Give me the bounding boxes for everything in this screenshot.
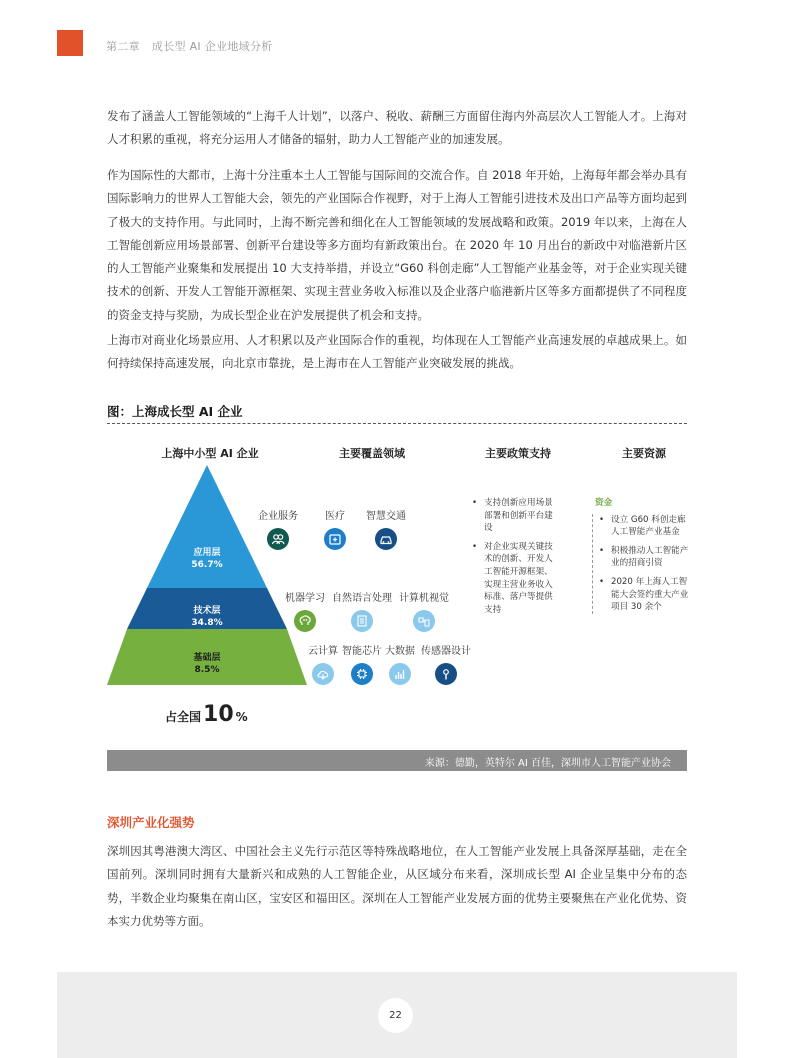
domain-label: 智慧交通: [366, 511, 406, 522]
domain-label: 企业服务: [258, 511, 298, 522]
domain-label: 智能芯片: [342, 646, 382, 657]
layer-app-name: 应用层: [193, 548, 221, 558]
car-icon: [375, 528, 397, 550]
domain-nlp: [330, 592, 394, 632]
domain-label: 自然语言处理: [332, 593, 392, 604]
chapter-title: 成长型 AI 企业地域分析: [151, 40, 273, 53]
share-value: 10: [203, 702, 234, 727]
people-icon: [267, 528, 289, 550]
section-title: 深圳产业化强势: [107, 815, 195, 830]
chapter-number: 第二章: [106, 40, 140, 53]
domain-cloud-computing: [305, 645, 341, 685]
share-prefix: 占全国: [165, 710, 202, 724]
layer-pyramid: [107, 465, 307, 685]
page-footer: [57, 972, 737, 1058]
sensor-icon: [435, 663, 457, 685]
layer-base-pct: 8.5%: [194, 665, 220, 675]
domain-sensor-design: [418, 645, 474, 685]
policy-item: • 支持创新应用场景部署和创新平台建设: [470, 497, 558, 535]
figure-title: 图：上海成长型 AI 企业: [107, 404, 243, 419]
source-bar: [107, 750, 687, 771]
chip-icon: [351, 663, 373, 685]
domain-label: 医疗: [325, 511, 345, 522]
domain-medical: [313, 510, 357, 550]
domain-big-data: [383, 645, 417, 685]
layer-base-name: 基础层: [193, 653, 221, 663]
column-heading-domains: 主要覆盖领域: [339, 447, 405, 460]
domain-smart-chip: [340, 645, 384, 685]
source-text: 来源：德勤，英特尔 AI 百佳，深圳市人工智能产业协会: [424, 758, 671, 769]
bar-chart-icon: [389, 663, 411, 685]
layer-app-pct: 56.7%: [191, 560, 223, 570]
domain-computer-vision: [396, 592, 452, 632]
policy-list: [470, 497, 558, 622]
paragraph-summary: 上海市对商业化场景应用、人才积累以及产业国际合作的重视，均体现在人工智能产业高速发展的卓越成果上。如何持续保持高速发展，向北京市靠拢，是上海市在人工智能产业突破发展的挑战。: [107, 333, 687, 371]
page-number: 22: [378, 998, 413, 1033]
resource-item: • 2020 年上海人工智能大会签约重大产业项目 30 余个: [597, 576, 690, 614]
domain-smart-traffic: [358, 510, 414, 550]
chapter-marker: [57, 30, 83, 56]
resource-heading: 资金: [595, 498, 613, 508]
domain-label: 云计算: [308, 646, 338, 657]
text-document-icon: [351, 610, 373, 632]
vision-icon: [413, 610, 435, 632]
cloud-icon: [312, 663, 334, 685]
resource-item: • 积极推动人工智能产业的招商引资: [597, 545, 690, 570]
layer-tech-name: 技术层: [193, 606, 221, 616]
domain-label: 传感器设计: [421, 646, 471, 657]
domain-enterprise-services: [250, 510, 306, 550]
resource-item: • 设立 G60 科创走廊人工智能产业基金: [597, 514, 690, 539]
chapter-header: [106, 38, 273, 54]
brain-icon: [294, 610, 316, 632]
paragraph-talent: 发布了涵盖人工智能领域的“上海千人计划”，以落户、税收、薪酬三方面留住海内外高层次人工智能人才。上海对人才积累的重视，将充分运用人才储备的辐射，助力人工智能产业的加速发展。: [107, 109, 687, 147]
layer-tech-pct: 34.8%: [191, 618, 223, 628]
figure-divider: [107, 423, 687, 424]
resource-list: [592, 497, 690, 620]
column-heading-resources: 主要资源: [622, 447, 666, 460]
column-heading-policies: 主要政策支持: [485, 447, 551, 460]
domain-label: 计算机视觉: [399, 593, 449, 604]
domain-label: 大数据: [385, 646, 415, 657]
paragraph-shenzhen: 深圳因其粤港澳大湾区、中国社会主义先行示范区等特殊战略地位，在人工智能产业发展上具备深厚基础，走在全国前列。深圳同时拥有大量新兴和成熟的人工智能企业，从区域分布来看，深圳成长型 AI 企业呈集中分布的态势，半数企业均聚集在南山区，宝安区和福田区。深圳在人工智能产业发展方面的优势主要聚焦在产业化优势、资本实力优势等方面。: [107, 844, 687, 928]
national-share: [165, 702, 248, 727]
policy-item: • 对企业实现关键技术的创新、开发人工智能开源框架、实现主营业务收入标准、落户等提供支持: [470, 541, 558, 617]
column-heading-companies: 上海中小型 AI 企业: [161, 447, 259, 460]
medical-icon: [324, 528, 346, 550]
share-unit: %: [235, 710, 248, 724]
paragraph-international: 作为国际性的大都市，上海十分注重本土人工智能与国际间的交流合作。自 2018 年开始，上海每年都会举办具有国际影响力的世界人工智能大会，领先的产业国际合作视野，对于上海人工智能引进技术及出口产品等方面均起到了极大的支持作用。与此同时，上海不断完善和细化在人工智能领域的发展战略和政策。2019 年以来，上海在人工智能创新应用场景部署、创新平台建设等多方面均有新政策出台。在 2020 年 10 月出台的新政中对临港新片区的人工智能产业聚集和发展提出 10 大支持举措，并设立“G60 科创走廊”人工智能产业基金等，对于企业实现关键技术的创新、开发人工智能开源框架、实现主营业务收入标准以及企业落户临港新片区等多方面都提供了不同程度的资金支持与奖励，为成长型企业在沪发展提供了机会和支持。: [107, 168, 687, 322]
domain-machine-learning: [280, 592, 330, 632]
domain-label: 机器学习: [285, 593, 325, 604]
